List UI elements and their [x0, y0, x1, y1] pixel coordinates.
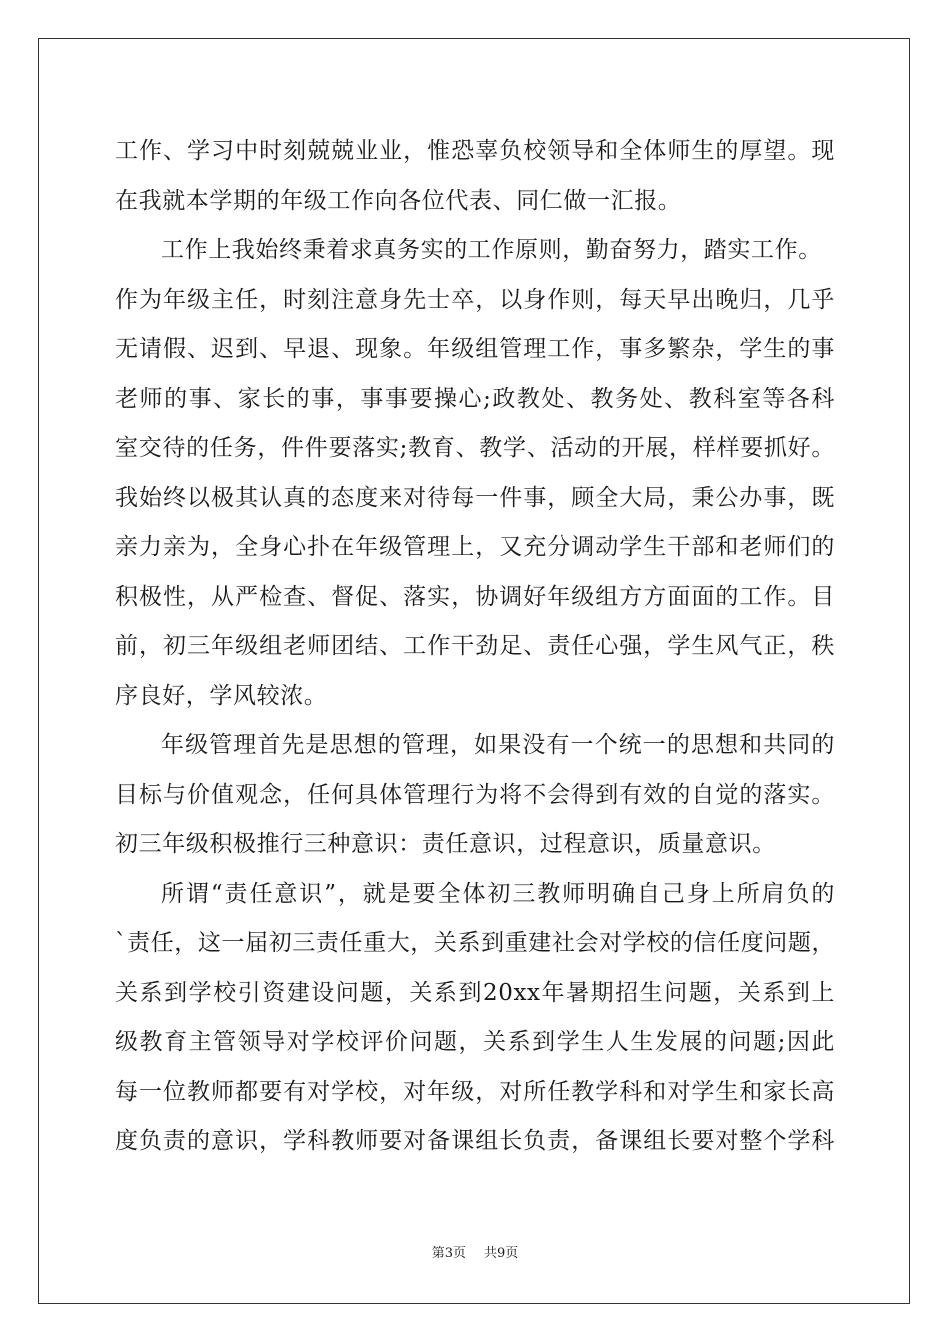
page-number: 第3页 — [431, 1246, 466, 1261]
document-body — [115, 127, 835, 1167]
text-line: 初三年级积极推行三种意识：责任意识，过程意识，质量意识。 — [115, 831, 776, 857]
text-line: 前，初三年级组老师团结、工作干劲足、责任心强，学生风气正，秩 — [115, 633, 835, 659]
text-line: 作为年级主任，时刻注意身先士卒，以身作则，每天早出晚归，几乎 — [115, 286, 835, 313]
paragraph-start-line: 年级管理首先是思想的管理，如果没有一个统一的思想和共同的 — [161, 732, 835, 758]
text-line: 老师的事、家长的事，事事要操心;政教处、教务处、教科室等各科 — [115, 385, 835, 412]
text-line: 目标与价值观念，任何具体管理行为将不会得到有效的自觉的落实。 — [115, 781, 835, 808]
text-line: 我始终以极其认真的态度来对待每一件事，顾全大局，秉公办事，既 — [115, 484, 835, 511]
text-line: 亲力亲为，全身心扑在年级管理上，又充分调动学生干部和老师们的 — [115, 534, 835, 560]
page-footer — [0, 1242, 950, 1261]
text-line: 无请假、迟到、早退、现象。年级组管理工作，事多繁杂，学生的事 — [115, 336, 835, 362]
text-line: 积极性，从严检查、督促、落实，协调好年级组方方面面的工作。目 — [115, 583, 835, 610]
text-line: 室交待的任务，件件要落实;教育、教学、活动的开展，样样要抓好。 — [115, 435, 835, 461]
text-line: 在我就本学期的年级工作向各位代表、同仁做一汇报。 — [115, 187, 682, 214]
text-line: 级教育主管领导对学校评价问题，关系到学生人生发展的问题;因此 — [115, 1029, 835, 1055]
text-line: 工作、学习中时刻兢兢业业，惟恐辜负校领导和全体师生的厚望。现 — [115, 138, 835, 164]
paragraph-start-line: 所谓“责任意识”，就是要全体初三教师明确自己身上所肩负的 — [161, 880, 835, 907]
paragraph-start-line: 工作上我始终秉着求真务实的工作原则，勤奋努力，踏实工作。 — [161, 237, 822, 263]
text-line: 序良好，学风较浓。 — [115, 682, 328, 709]
text-line: `责任，这一届初三责任重大，关系到重建社会对学校的信任度问题， — [115, 930, 836, 956]
page-total: 共9页 — [484, 1246, 519, 1261]
text-line: 度负责的意识，学科教师要对备课组长负责，备课组长要对整个学科 — [115, 1128, 835, 1154]
text-line: 每一位教师都要有对学校，对年级，对所任教学科和对学生和家长高 — [115, 1078, 835, 1105]
text-line: 关系到学校引资建设问题，关系到20xx年暑期招生问题，关系到上 — [115, 979, 835, 1006]
